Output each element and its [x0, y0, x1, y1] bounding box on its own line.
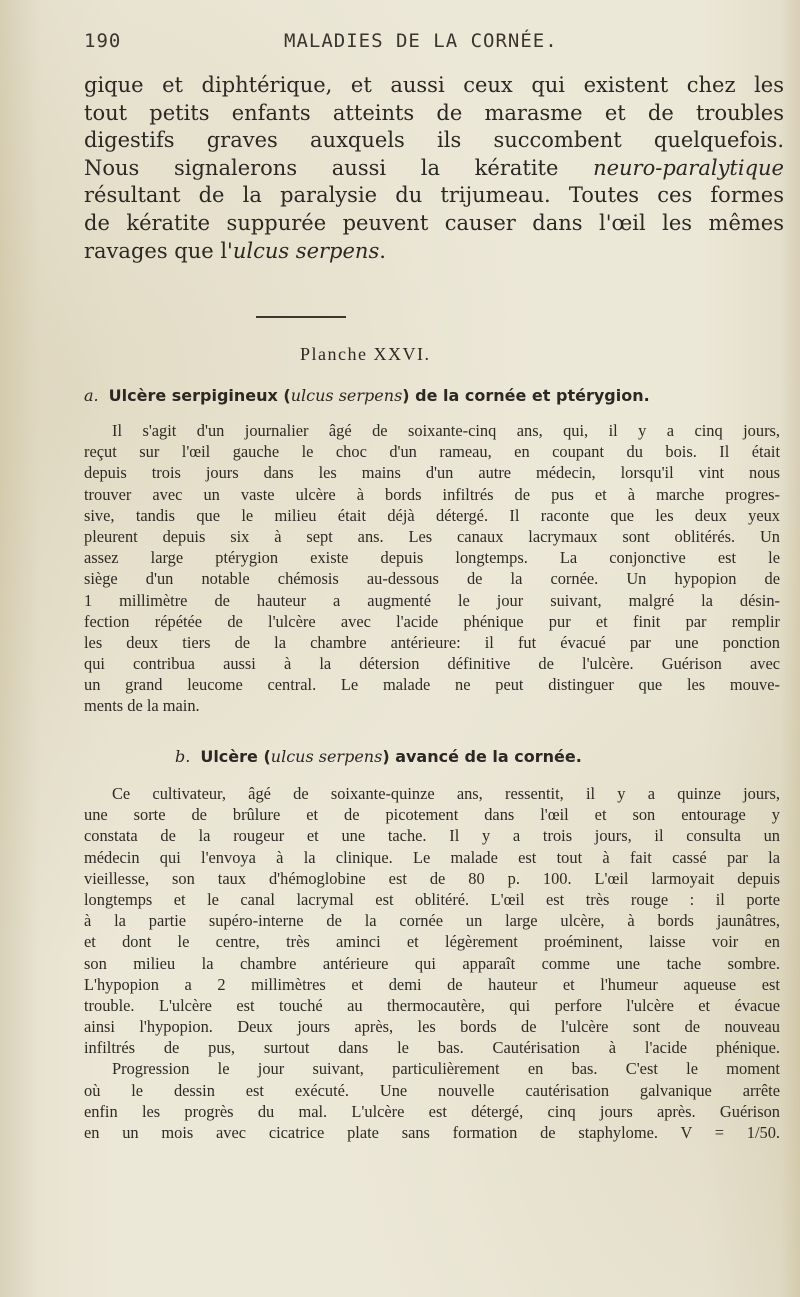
text-line: tout petits enfants atteints de marasme et de troubles: [84, 100, 784, 125]
text-line: longtemps et le canal lacrymal est oblitéré. L'œil est très rouge : il porte: [84, 889, 780, 909]
text-line: digestifs graves auxquels ils succombent quelquefois.: [84, 128, 784, 153]
section-a-body: [84, 420, 780, 717]
italic-term: neuro-paralytique: [593, 155, 784, 180]
italic-term: ulcus serpens: [290, 386, 403, 405]
text-line: depuis trois jours dans les mains d'un autre médecin, lorsqu'il vint nous: [84, 463, 780, 483]
text-line: en un mois avec cicatrice plate sans formation de staphylome. V = 1/50.: [84, 1123, 780, 1142]
text-line: un grand leucome central. Le malade ne peut distinguer que les mouve-: [84, 675, 780, 695]
italic-term: ulcus serpens: [270, 747, 383, 766]
text-line: 1 millimètre de hauteur a augmenté le jour suivant, malgré la désin-: [84, 590, 780, 610]
text-line: vieillesse, son taux d'hémoglobine est de 80 p. 100. L'œil larmoyait depuis: [84, 868, 780, 888]
text-line: trouver avec un vaste ulcère à bords infiltrés de pus et à marche progres-: [84, 484, 780, 504]
section-letter: a.: [84, 386, 99, 405]
text-line: infiltrés de pus, surtout dans le bas. Cautérisation à l'acide phénique.: [84, 1038, 780, 1058]
text-line: Ce cultivateur, âgé de soixante-quinze ans, ressentit, il y a quinze jours,: [112, 784, 780, 803]
section-b-body: [84, 783, 780, 1143]
text-line: résultant de la paralysie du trijumeau. Toutes ces formes: [84, 183, 784, 208]
text-line: son milieu la chambre antérieure qui apparaît comme une tache sombre.: [84, 953, 780, 973]
section-divider: [256, 316, 346, 318]
page-number: 190: [84, 30, 122, 52]
text-line: [84, 238, 784, 266]
heading-text: ) avancé de la cornée.: [382, 747, 582, 766]
text-line: qui contribua aussi à la détersion définitive de l'ulcère. Guérison avec: [84, 654, 780, 674]
text-line: trouble. L'ulcère est touché au thermocautère, qui perfore l'ulcère et évacue: [84, 995, 780, 1015]
heading-text: ) de la cornée et ptérygion.: [402, 386, 650, 405]
section-b-heading: [175, 747, 582, 766]
text-line: L'hypopion a 2 millimètres et demi de hauteur et l'humeur aqueuse est: [84, 974, 780, 994]
running-head: [84, 30, 780, 60]
text-line: constata de la rougeur et une tache. Il y a trois jours, il consulta un: [84, 826, 780, 846]
text-line: pleurent depuis six à sept ans. Les canaux lacrymaux sont oblitérés. Un: [84, 526, 780, 546]
text-line: à la partie supéro-interne de la cornée un large ulcère, à bords jaunâtres,: [84, 911, 780, 931]
plate-heading: Planche XXVI.: [300, 344, 431, 364]
text-line: siège d'un notable chémosis au-dessous de la cornée. Un hypopion de: [84, 569, 780, 589]
text-run: ravages que l': [84, 238, 233, 263]
text-line: et dont le centre, très aminci et légèrement proéminent, laisse voir en: [84, 932, 780, 952]
text-line: Il s'agit d'un journalier âgé de soixante-cinq ans, qui, il y a cinq jours,: [112, 421, 780, 440]
heading-text: Ulcère (: [200, 747, 271, 766]
text-line: de kératite suppurée peuvent causer dans l'œil les mêmes: [84, 210, 784, 235]
text-line: médecin qui l'envoya à la clinique. Le malade est tout à fait cassé par la: [84, 847, 780, 867]
text-run: Nous signalerons aussi la kératite: [84, 155, 594, 180]
text-line: où le dessin est exécuté. Une nouvelle cautérisation galvanique arrête: [84, 1080, 780, 1100]
lead-paragraph: [84, 72, 784, 265]
section-letter: b.: [175, 747, 191, 766]
text-line: gique et diphtérique, et aussi ceux qui existent chez les: [84, 73, 784, 97]
text-line: sive, tandis que le milieu était déjà détergé. Il raconte que les deux yeux: [84, 505, 780, 525]
text-line: ainsi l'hypopion. Deux jours après, les bords de l'ulcère sont de nouveau: [84, 1017, 780, 1037]
text-line: Progression le jour suivant, particulièrement en bas. C'est le moment: [112, 1059, 780, 1079]
text-line: une sorte de brûlure et de picotement dans l'œil et son entourage y: [84, 805, 780, 825]
text-line: les deux tiers de la chambre antérieure: il fut évacué par une ponction: [84, 632, 780, 652]
text-line: enfin les progrès du mal. L'ulcère est détergé, cinq jours après. Guérison: [84, 1101, 780, 1121]
text-line: [84, 155, 784, 183]
text-line: reçut sur l'œil gauche le choc d'un rameau, en coupant du bois. Il était: [84, 442, 780, 462]
section-a-heading: [84, 386, 784, 405]
text-line: assez large ptérygion existe depuis longtemps. La conjonctive est le: [84, 548, 780, 568]
heading-text: Ulcère serpigineux (: [108, 386, 291, 405]
italic-term: ulcus serpens: [232, 238, 380, 263]
running-title: MALADIES DE LA CORNÉE.: [284, 30, 558, 52]
text-line: fection répétée de l'ulcère avec l'acide phénique pur et finit par remplir: [84, 611, 780, 631]
text-run: .: [379, 238, 386, 263]
text-line: ments de la main.: [84, 696, 200, 716]
